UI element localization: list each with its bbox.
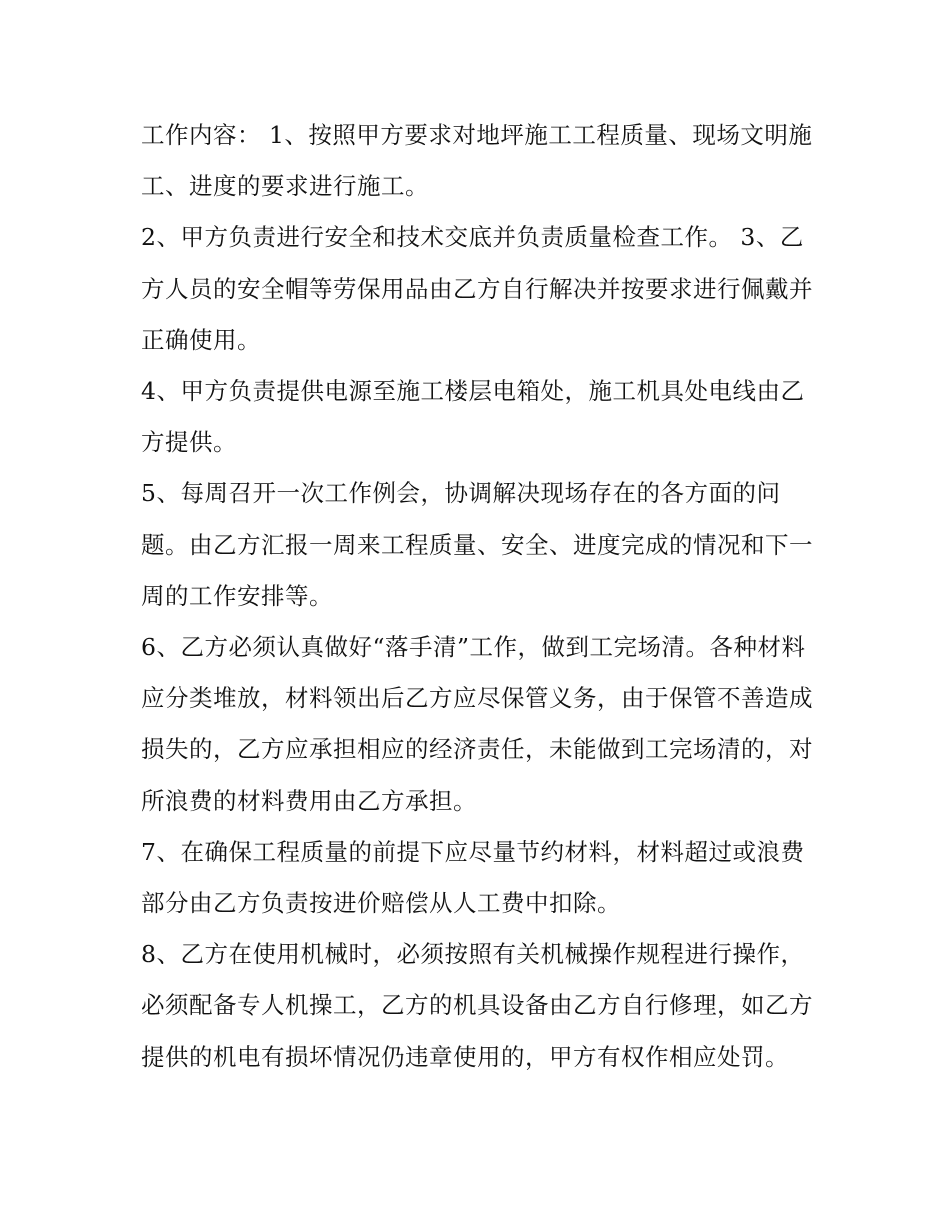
- paragraph-item-5: 5、每周召开一次工作例会，协调解决现场存在的各方面的问题。由乙方汇报一周来工程质量、安全、进度完成的情况和下一周的工作安排等。: [141, 479, 813, 610]
- paragraph-work-content: 工作内容： 1、按照甲方要求对地坪施工工程质量、现场文明施工、进度的要求进行施工。: [141, 121, 813, 201]
- paragraph-item-2-3: 2、甲方负责进行安全和技术交底并负责质量检查工作。 3、乙方人员的安全帽等劳保用品由乙方自行解决并按要求进行佩戴并正确使用。: [141, 223, 813, 354]
- document-body: [141, 110, 813, 1083]
- paragraph-item-7: 7、在确保工程质量的前提下应尽量节约材料，材料超过或浪费部分由乙方负责按进价赔偿从人工费中扣除。: [141, 837, 805, 918]
- paragraph-item-4: 4、甲方负责提供电源至施工楼层电箱处，施工机具处电线由乙方提供。: [141, 377, 805, 457]
- paragraph-item-8: 8、乙方在使用机械时，必须按照有关机械操作规程进行操作，必须配备专人机操工，乙方的机具设备由乙方自行修理，如乙方提供的机电有损坏情况仍违章使用的，甲方有权作相应处罚。: [141, 940, 813, 1071]
- paragraph-item-6: 6、乙方必须认真做好“落手清”工作，做到工完场清。各种材料应分类堆放，材料领出后乙方应尽保管义务，由于保管不善造成损失的，乙方应承担相应的经济责任，未能做到工完场清的，对所浪费的材料费用由乙方承担。: [141, 633, 813, 815]
